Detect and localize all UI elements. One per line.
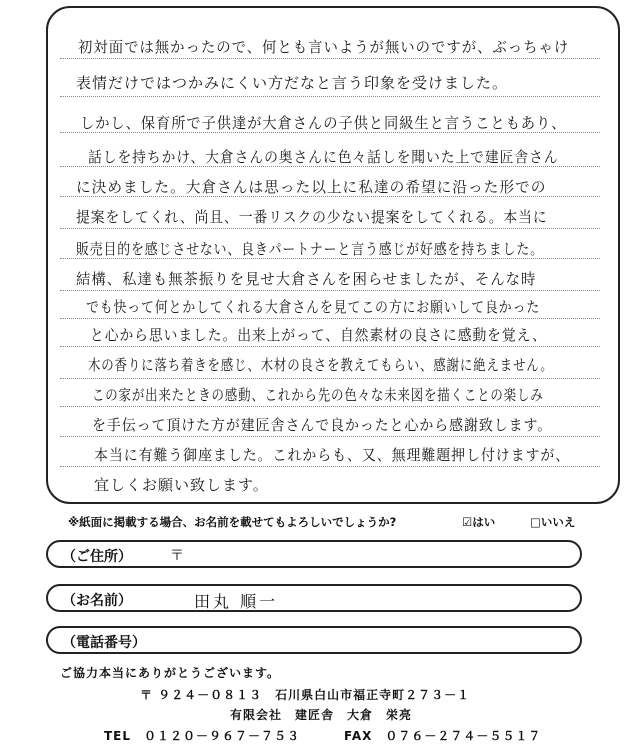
consent-yes-checkbox[interactable]: ☑はい <box>462 515 496 529</box>
letter-line: と心から思いました。出来上がって、自然素材の良さに感動を覚え、 <box>90 326 547 344</box>
letter-line: 販売目的を感じさせない、良きパートナーと言う感じが好感を持ちました。 <box>76 240 544 258</box>
ruled-line <box>60 436 600 437</box>
ruled-line <box>60 228 600 229</box>
letter-line: 木の香りに落ち着きを感じ、木材の良さを教えてもらい、感謝に絶えません。 <box>88 356 554 374</box>
address-field[interactable] <box>46 540 582 568</box>
letter-line: 話しを持ちかけ、大倉さんの奥さんに色々話しを聞いた上で建匠舎さん <box>88 148 559 166</box>
address-label: （ご住所） <box>62 549 132 565</box>
consent-question: ※紙面に掲載する場合、お名前を載せてもよろしいでしょうか? <box>68 515 397 529</box>
letter-line: 提案をしてくれ、尚且、一番リスクの少ない提案をしてくれる。本当に <box>76 208 548 226</box>
ruled-line <box>60 406 600 407</box>
phone-field[interactable] <box>46 626 582 654</box>
company-fax: FAX ０７６－２７４－５５１７ <box>344 729 542 743</box>
letter-line: しかし、保育所で子供達が大倉さんの子供と同級生と言うこともあり、 <box>80 114 567 132</box>
consent-no-checkbox[interactable]: □いいえ <box>530 515 576 529</box>
letter-line: 結構、私達も無茶振りを見せ大倉さんを困らせましたが、そんな時 <box>76 270 537 288</box>
thanks-message: ご協力本当にありがとうございます。 <box>60 666 281 680</box>
phone-label: （電話番号） <box>62 635 146 651</box>
company-address: 〒 ９２４－０８１３ 石川県白山市福正寺町２７３－１ <box>140 688 471 702</box>
ruled-line <box>60 466 600 467</box>
name-label: （お名前） <box>62 593 132 609</box>
letter-line: 宜しくお願い致します。 <box>94 476 269 494</box>
company-tel: TEL ０１２０－９６７－７５３ <box>104 729 301 743</box>
letter-line: でも快って何とかしてくれる大倉さんを見てこの方にお願いして良かった <box>86 298 541 316</box>
letter-line: 表情だけではつかみにくい方だなと言う印象を受けました。 <box>76 74 509 92</box>
name-value: 田丸 順一 <box>194 592 279 611</box>
name-field[interactable] <box>46 584 582 612</box>
letter-line: を手伝って頂けた方が建匠舎さんで良かったと心から感謝致します。 <box>92 416 553 434</box>
ruled-line <box>60 58 600 59</box>
letter-line: 初対面では無かったので、何とも言いようが無いのですが、ぶっちゃけ <box>78 38 570 56</box>
letter-line: に決めました。大倉さんは思った以上に私達の希望に沿った形での <box>76 178 547 196</box>
ruled-line <box>60 346 600 347</box>
ruled-line <box>60 290 600 291</box>
ruled-line <box>60 318 600 319</box>
letter-line: この家が出来たときの感動、これから先の色々な未来図を描くことの楽しみ <box>92 386 544 404</box>
company-name: 有限会社 建匠舎 大倉 栄亮 <box>230 708 413 722</box>
letter-line: 本当に有難う御座ました。これからも、又、無理難題押し付けますが、 <box>94 446 571 464</box>
ruled-line <box>60 96 600 97</box>
consent-row <box>68 514 576 530</box>
address-value: 〒 <box>170 548 184 564</box>
ruled-line <box>60 378 600 379</box>
